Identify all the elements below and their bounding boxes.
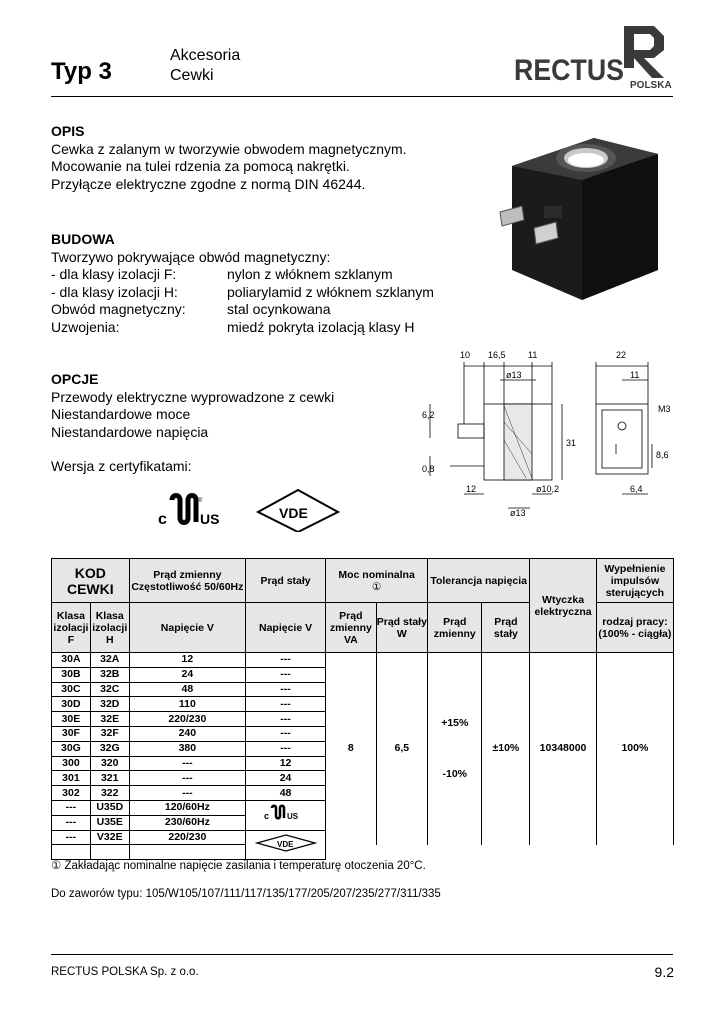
- cell-vde-logo: [246, 830, 326, 860]
- footnote-mark: ①: [371, 580, 382, 593]
- cell-napiecie-ac: ---: [129, 756, 245, 771]
- header-kod: KOD CEWKI: [52, 559, 130, 603]
- cell-klasa-h: 32G: [90, 741, 129, 756]
- cell-napiecie-ac: 24: [129, 667, 245, 682]
- header-napiecie-ac: Napięcie V: [129, 603, 245, 653]
- cell-napiecie-ac: 48: [129, 682, 245, 697]
- cell-napiecie-dc: 48: [246, 786, 326, 801]
- header-moc-w: Prąd stały W: [376, 603, 427, 653]
- cell-napiecie-ac: ---: [129, 786, 245, 801]
- cell-napiecie-ac: 120/60Hz: [129, 800, 245, 815]
- spec-value: nylon z włóknem szklanym: [227, 266, 393, 282]
- header-klasa-f: Klasa izolacji F: [52, 603, 91, 653]
- dim-label: M3: [658, 404, 671, 414]
- cell-klasa-h: 322: [90, 786, 129, 801]
- cell-klasa-f: 30A: [52, 653, 91, 668]
- opcje-line: Przewody elektryczne wyprowadzone z cewki: [51, 388, 335, 405]
- cell-klasa-h: 320: [90, 756, 129, 771]
- footer-company: RECTUS POLSKA Sp. z o.o.: [51, 966, 199, 978]
- header-moc-va: Prąd zmienny VA: [326, 603, 377, 653]
- cell-napiecie-dc: ---: [246, 653, 326, 668]
- cell-klasa-f: ---: [52, 815, 91, 830]
- spec-row: [51, 301, 434, 319]
- cell-napiecie-dc: ---: [246, 712, 326, 727]
- category-label: Akcesoria: [170, 47, 241, 64]
- coil-photo: [498, 120, 674, 320]
- section-opcje: [51, 371, 334, 476]
- cell-klasa-h: 32C: [90, 682, 129, 697]
- dim-label: 16,5: [488, 350, 506, 360]
- cell-tol-dc: ±10%: [482, 653, 530, 845]
- cell-napiecie-ac: 380: [129, 741, 245, 756]
- cell-napiecie-ac: 110: [129, 697, 245, 712]
- certification-marks: [158, 488, 358, 532]
- header-rodzaj: rodzaj pracy: (100% - ciągła): [596, 603, 673, 653]
- cell-klasa-f: 300: [52, 756, 91, 771]
- cell-napiecie-dc: 12: [246, 756, 326, 771]
- spec-value: stal ocynkowana: [227, 301, 331, 317]
- opcje-line: Niestandardowe napięcia: [51, 423, 209, 440]
- dim-label: 12: [466, 484, 477, 494]
- dimension-drawing: [420, 344, 682, 520]
- footer-divider: [51, 954, 673, 955]
- dim-label: 11: [528, 350, 538, 360]
- cell-napiecie-ac: 230/60Hz: [129, 815, 245, 830]
- header-moc: [326, 559, 428, 603]
- logo-mark: [618, 26, 664, 78]
- section-title: OPCJE: [51, 371, 99, 387]
- cell-wtyczka: 10348000: [530, 653, 597, 845]
- cell-napiecie-ac: 220/230: [129, 830, 245, 845]
- table-row: [52, 653, 674, 668]
- ul-small-icon: [264, 804, 308, 822]
- cell-klasa-h: 32F: [90, 726, 129, 741]
- cell-klasa-h: 32D: [90, 697, 129, 712]
- subcategory-label: Cewki: [170, 67, 214, 84]
- opis-line: Mocowanie na tulei rdzenia za pomocą nakrętki.: [51, 158, 350, 174]
- header-tol: Tolerancja napięcia: [428, 559, 530, 603]
- cell-klasa-f: 30E: [52, 712, 91, 727]
- cell-klasa-h: U35D: [90, 800, 129, 815]
- dim-label: 31: [566, 438, 577, 448]
- section-title: OPIS: [51, 123, 85, 139]
- ul-us-text: US: [200, 511, 220, 527]
- opis-line: Przyłącze elektryczne zgodne z normą DIN 46244.: [51, 175, 366, 192]
- budowa-intro: Tworzywo pokrywające obwód magnetyczny:: [51, 248, 331, 265]
- cell-klasa-f: ---: [52, 800, 91, 815]
- cell-moc-w: 6,5: [376, 653, 427, 845]
- cell-klasa-h: 32E: [90, 712, 129, 727]
- cell-napiecie-dc: ---: [246, 741, 326, 756]
- dim-label: ø13: [510, 508, 526, 518]
- header-tol-dc: Prąd stały: [482, 603, 530, 653]
- section-budowa: [51, 231, 434, 336]
- opcje-line: Niestandardowe moce: [51, 406, 191, 422]
- cell-klasa-f: 302: [52, 786, 91, 801]
- cell-napiecie-dc: ---: [246, 682, 326, 697]
- cell-klasa-h: V32E: [90, 830, 129, 845]
- dim-label: 11: [630, 370, 640, 380]
- header-divider: [51, 96, 673, 97]
- cell-klasa-f: 30B: [52, 667, 91, 682]
- header-moc-label: Moc nominalna: [338, 568, 415, 581]
- vde-text: VDE: [276, 839, 293, 849]
- vde-small-icon: [255, 834, 317, 852]
- valves-list: Do zaworów typu: 105/W105/107/111/117/135/177/205/207/235/277/311/335: [51, 888, 441, 900]
- cell-ul-logo: [246, 800, 326, 830]
- spec-row: [51, 284, 434, 302]
- coil-codes-table: [51, 558, 674, 860]
- spec-key: Obwód magnetyczny:: [51, 301, 186, 317]
- tol-plus: +15%: [441, 716, 469, 729]
- footnote: ① Zakładając nominalne napięcie zasilania i temperaturę otoczenia 20°C.: [51, 860, 426, 872]
- dim-label: 8,6: [656, 450, 669, 460]
- cell-napiecie-dc: ---: [246, 697, 326, 712]
- cell-napiecie-ac: 12: [129, 653, 245, 668]
- cert-line: Wersja z certyfikatami:: [51, 458, 192, 474]
- cell-wypelnienie: 100%: [596, 653, 673, 845]
- ul-us-text: US: [286, 812, 298, 822]
- section-title: BUDOWA: [51, 231, 115, 247]
- ul-registered-mark: ®: [198, 498, 203, 504]
- spec-value: poliarylamid z włóknem szklanym: [227, 283, 434, 300]
- header-klasa-h: Klasa izolacji H: [90, 603, 129, 653]
- vde-text: VDE: [279, 505, 308, 521]
- spec-row: [51, 266, 434, 284]
- dim-label: 6,4: [630, 484, 643, 494]
- cell-napiecie-ac: 240: [129, 726, 245, 741]
- header-tol-ac: Prąd zmienny: [428, 603, 482, 653]
- cell-klasa-h: 32B: [90, 667, 129, 682]
- header-napiecie-dc: Napięcie V: [246, 603, 326, 653]
- opis-line: Cewka z zalanym w tworzywie obwodem magnetycznym.: [51, 140, 407, 157]
- logo-subtext: POLSKA: [630, 80, 672, 91]
- cell-klasa-h: 32A: [90, 653, 129, 668]
- cell-klasa-f: 30G: [52, 741, 91, 756]
- page-number: 9.2: [654, 964, 674, 980]
- ul-recognized-icon: [172, 496, 196, 523]
- dim-label: ø10,2: [536, 484, 560, 494]
- cell-klasa-f: 30C: [52, 682, 91, 697]
- cell-klasa-f: 301: [52, 771, 91, 786]
- page-category: [170, 46, 240, 86]
- cell-klasa-f: 30D: [52, 697, 91, 712]
- header-ac: Prąd zmienny Częstotliwość 50/60Hz: [129, 559, 245, 603]
- cell-napiecie-dc: 24: [246, 771, 326, 786]
- logo-text: RECTUS: [514, 54, 624, 87]
- header-dc: Prąd stały: [246, 559, 326, 603]
- cell-klasa-h: 321: [90, 771, 129, 786]
- spec-row: [51, 319, 434, 337]
- cell-klasa-f: 30F: [52, 726, 91, 741]
- tol-minus: -10%: [442, 767, 468, 780]
- ul-c-text: c: [263, 811, 269, 822]
- cell-napiecie-ac: 220/230: [129, 712, 245, 727]
- cell-klasa-h: U35E: [90, 815, 129, 830]
- cell-klasa-f: ---: [52, 830, 91, 845]
- dim-label: 10: [460, 350, 471, 360]
- dim-label: 6,2: [422, 410, 435, 420]
- dim-label: 0,8: [422, 464, 435, 474]
- cell-napiecie-ac: ---: [129, 771, 245, 786]
- spec-key: - dla klasy izolacji H:: [51, 283, 178, 300]
- dim-label: 22: [616, 350, 627, 360]
- spec-value: miedź pokryta izolacją klasy H: [227, 318, 415, 335]
- cell-napiecie-dc: ---: [246, 726, 326, 741]
- dim-label: ø13: [506, 370, 522, 380]
- spec-key: - dla klasy izolacji F:: [51, 266, 177, 282]
- cell-napiecie-dc: ---: [246, 667, 326, 682]
- spec-key: Uzwojenia:: [51, 318, 120, 335]
- page-type-title: Typ 3: [51, 58, 112, 85]
- rectus-logo: [512, 22, 676, 94]
- section-opis: [51, 123, 407, 193]
- header-wtyczka: Wtyczka elektryczna: [530, 559, 597, 653]
- cert-logos: [158, 488, 358, 537]
- cell-moc-va: 8: [326, 653, 377, 845]
- ul-c-text: c: [158, 511, 167, 528]
- header-wyp: Wypełnienie impulsów sterujących: [596, 559, 673, 603]
- cell-tol-ac: [428, 653, 482, 845]
